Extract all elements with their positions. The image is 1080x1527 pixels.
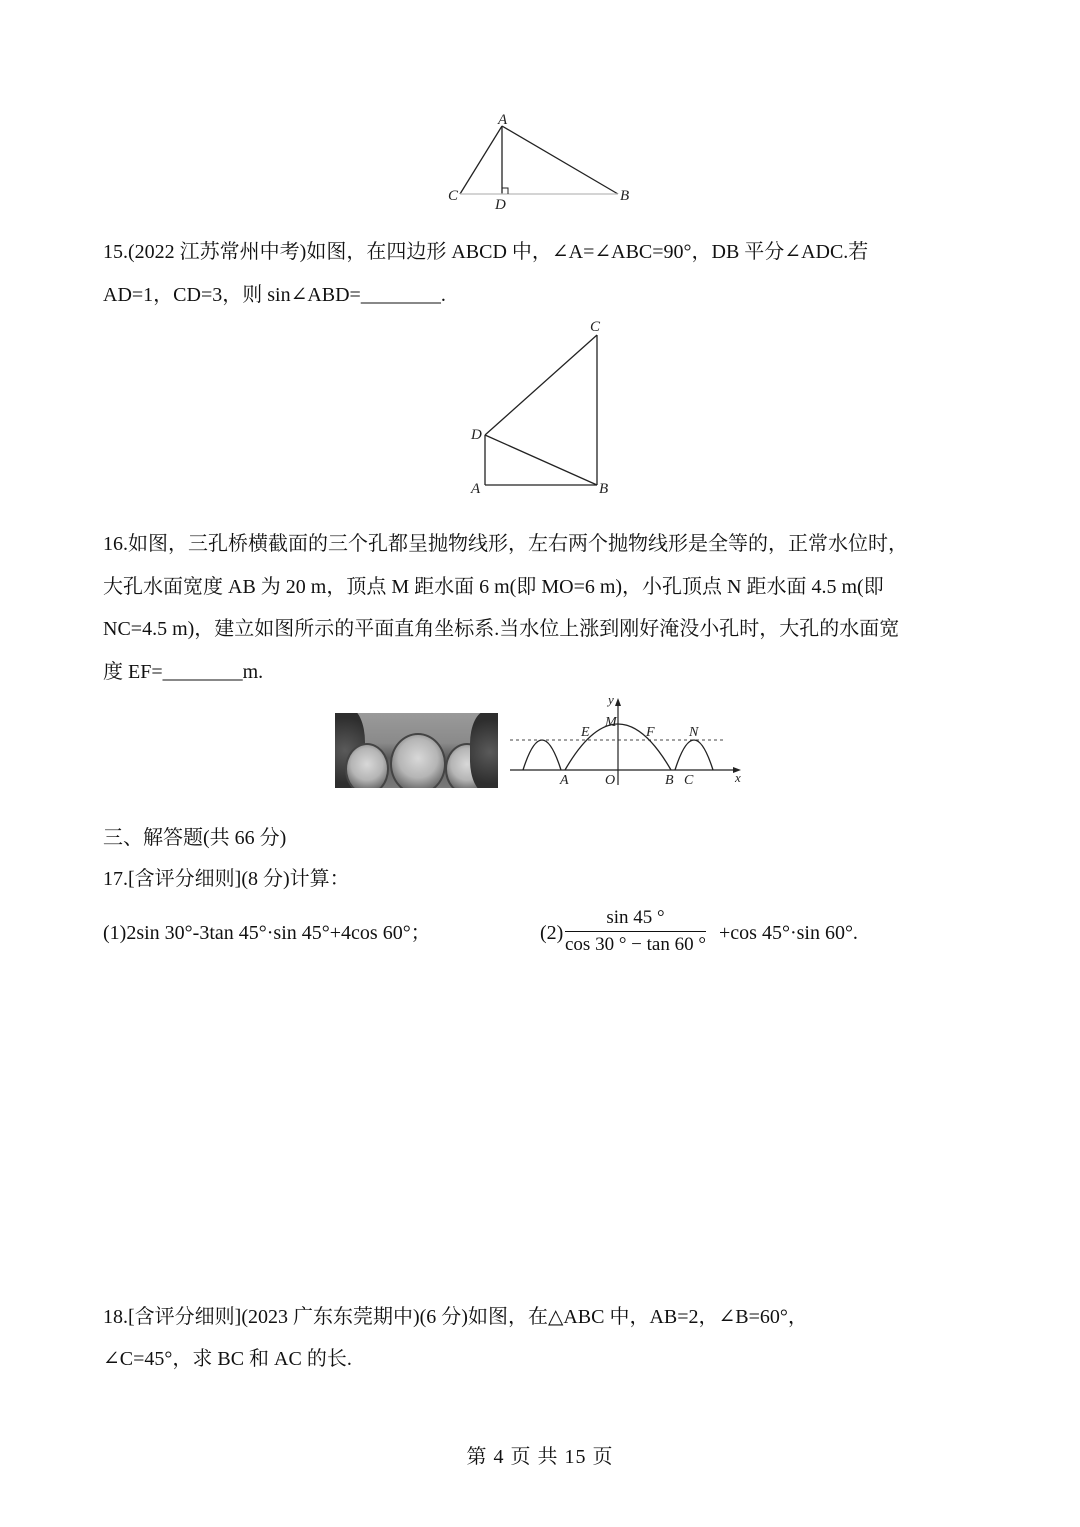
q17-part2-suffix: +cos 45°·sin 60°. — [719, 922, 858, 944]
q17-part2-fraction — [565, 907, 706, 956]
label-B: B — [620, 188, 630, 204]
q15-line2: AD=1，CD=3，则 sin∠ABD=________. — [103, 284, 446, 306]
q15-line1: 15.(2022 江苏常州中考)如图，在四边形 ABCD 中，∠A=∠ABC=90°，DB 平分∠ADC.若 — [103, 241, 869, 263]
q17-title: 17.[含评分细则](8 分)计算： — [103, 868, 350, 890]
bridge-photo — [335, 713, 498, 788]
label-A: A — [498, 112, 508, 128]
label-y: y — [608, 692, 614, 707]
label-B: B — [599, 481, 609, 497]
q17-part1: (1)2sin 30°-3tan 45°·sin 45°+4cos 60°； — [103, 922, 431, 944]
label-C: C — [448, 188, 459, 204]
page-footer: 第 4 页 共 15 页 — [466, 1446, 614, 1468]
section-title: 三、解答题(共 66 分) — [103, 827, 287, 849]
label-E: E — [581, 725, 590, 740]
label-x: x — [735, 770, 741, 785]
q16-line4: 度 EF=________m. — [103, 661, 264, 683]
q16-line3: NC=4.5 m)，建立如图所示的平面直角坐标系.当水位上涨到刚好淹没小孔时，大孔的水面宽 — [103, 618, 900, 640]
triangle-figure-14 — [440, 108, 640, 213]
label-C: C — [684, 773, 694, 788]
fraction-numerator: sin 45 ° — [565, 907, 706, 932]
parabola-bridge-diagram — [505, 690, 750, 790]
label-B: B — [665, 773, 674, 788]
label-M: M — [605, 715, 617, 730]
label-D: D — [495, 197, 506, 213]
q18-line1: 18.[含评分细则](2023 广东东莞期中)(6 分)如图，在△ABC 中，AB=2，∠B=60°， — [103, 1306, 808, 1328]
q18-line2: ∠C=45°，求 BC 和 AC 的长. — [103, 1348, 352, 1370]
label-O: O — [605, 773, 616, 788]
label-N: N — [689, 725, 699, 740]
label-D: D — [471, 427, 482, 443]
q16-line2: 大孔水面宽度 AB 为 20 m，顶点 M 距水面 6 m(即 MO=6 m)，小孔顶点 N 距水面 4.5 m(即 — [103, 576, 884, 598]
label-A: A — [471, 481, 481, 497]
quadrilateral-figure-15 — [460, 315, 620, 500]
label-C: C — [590, 319, 601, 335]
q17-part2-prefix: (2) — [540, 922, 564, 944]
label-F: F — [646, 725, 655, 740]
q16-line1: 16.如图，三孔桥横截面的三个孔都呈抛物线形，左右两个抛物线形是全等的，正常水位时， — [103, 533, 908, 555]
fraction-denominator: cos 30 ° − tan 60 ° — [565, 934, 706, 955]
label-A: A — [560, 773, 569, 788]
